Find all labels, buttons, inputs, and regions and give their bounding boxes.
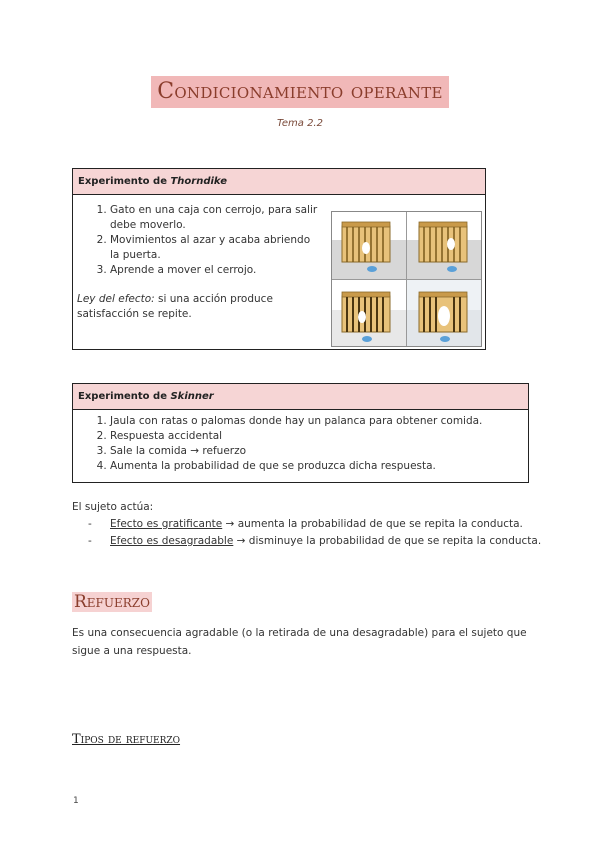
list-dash: - xyxy=(88,518,92,530)
thorndike-header-prefix: Experimento de xyxy=(78,176,171,187)
thorndike-steps xyxy=(73,203,318,278)
thorndike-cage-illustration xyxy=(331,211,482,347)
thorndike-step: 2. Movimientos al azar y acaba abriendo la puerta. xyxy=(110,233,318,263)
sujeto-item-term: Efecto es gratificante xyxy=(110,518,223,530)
skinner-step: 1. Jaula con ratas o palomas donde hay un palanca para obtener comida. xyxy=(110,414,528,429)
page-number: 1 xyxy=(73,796,79,806)
cage-drawing xyxy=(332,212,481,346)
thorndike-step: 3. Aprende a mover el cerrojo. xyxy=(110,263,318,278)
skinner-step: 2. Respuesta accidental xyxy=(110,429,528,444)
sujeto-item xyxy=(88,516,541,533)
thorndike-header-name: Thorndike xyxy=(170,176,227,187)
refuerzo-definition: Es una consecuencia agradable (o la retirada de una desagradable) para el sujeto que sigue a una respuesta. xyxy=(72,627,527,657)
page-title: Condicionamiento operante xyxy=(151,76,449,108)
list-dash: - xyxy=(88,535,92,547)
sujeto-item-text: → disminuye la probabilidad de que se repita la conducta. xyxy=(233,535,542,547)
sujeto-list xyxy=(88,516,541,550)
title-wrap xyxy=(0,76,600,108)
sujeto-item-text: → aumenta la probabilidad de que se repita la conducta. xyxy=(222,518,523,530)
skinner-steps xyxy=(73,414,528,474)
tipos-heading: Tipos de refuerzo xyxy=(72,732,181,747)
sujeto-item-term: Efecto es desagradable xyxy=(110,535,234,547)
refuerzo-heading: Refuerzo xyxy=(74,592,150,612)
law-label: Ley del efecto: xyxy=(77,293,155,305)
sujeto-intro: El sujeto actúa: xyxy=(72,501,154,513)
thorndike-header xyxy=(73,169,485,195)
law-of-effect xyxy=(73,292,318,322)
skinner-box xyxy=(72,383,529,483)
thorndike-box xyxy=(72,168,486,350)
sujeto-item xyxy=(88,533,541,550)
page-subtitle: Tema 2.2 xyxy=(277,118,323,129)
skinner-step: 3. Sale la comida → refuerzo xyxy=(110,444,528,459)
skinner-header-prefix: Experimento de xyxy=(78,391,171,402)
thorndike-content xyxy=(73,195,318,322)
thorndike-step: 1. Gato en una caja con cerrojo, para salir debe moverlo. xyxy=(110,203,318,233)
skinner-content xyxy=(73,410,528,474)
law-text: si una acción produce satisfacción se repite. xyxy=(77,293,273,320)
skinner-header-name: Skinner xyxy=(170,391,214,402)
skinner-step: 4. Aumenta la probabilidad de que se produzca dicha respuesta. xyxy=(110,459,528,474)
skinner-header xyxy=(73,384,528,410)
